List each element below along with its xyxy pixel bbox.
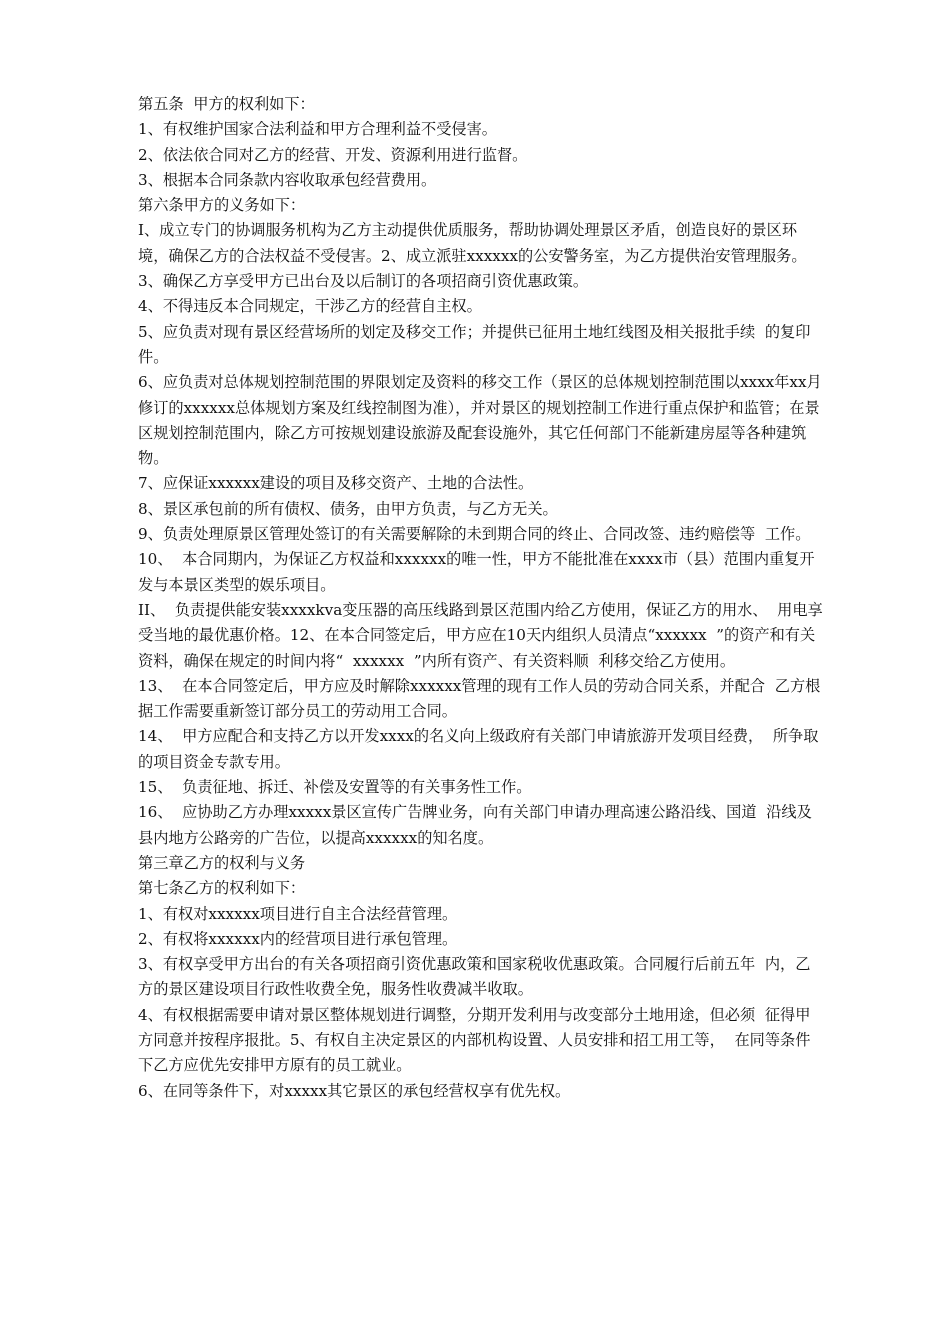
paragraph: 6、应负责对总体规划控制范围的界限划定及资料的移交工作（景区的总体规划控制范围以xxxx年xx月修订的xxxxxx总体规划方案及红线控制图为准），并对景区的规划控制工作进行重点保护和监管；在景区规划控制范围内，除乙方可按规划建设旅游及配套设施外，其它任何部门不能新建房屋等各种建筑物。 (138, 373, 822, 468)
article-5-heading: 第五条 甲方的权利如下： (138, 95, 315, 113)
paragraph: 3、确保乙方享受甲方已出台及以后制订的各项招商引资优惠政策。 (138, 272, 589, 291)
paragraph: II、 负责提供能安装xxxxkva变压器的高压线路到景区范围内给乙方使用，保证乙方的用水、 用电享受当地的最优惠价格。12、在本合同签定后，甲方应在10天内组织人员清点“xxxxxx ”的资产和有关资料，确保在规定的时间内将“ xxxxxx ”内所有资产、有关资料顺 利移交给乙方使用。 (138, 600, 823, 670)
article-7-heading: 第七条乙方的权利如下： (138, 879, 306, 898)
paragraph: 15、 负责征地、拆迁、补偿及安置等的有关事务性工作。 (138, 778, 532, 797)
paragraph: 1、有权对xxxxxx项目进行自主合法经营管理。 (138, 904, 458, 923)
paragraph: 5、应负责对现有景区经营场所的划定及移交工作；并提供已征用土地红线图及相关报批手续 的复印件。 (138, 322, 811, 366)
paragraph: 13、 在本合同签定后，甲方应及时解除xxxxxx管理的现有工作人员的劳动合同关系，并配合 乙方根据工作需要重新签订部分员工的劳动用工合同。 (138, 676, 821, 721)
paragraph: 4、不得违反本合同规定，干涉乙方的经营自主权。 (138, 297, 482, 316)
paragraph: 2、有权将xxxxxx内的经营项目进行承包管理。 (138, 929, 458, 948)
paragraph: 7、应保证xxxxxx建设的项目及移交资产、土地的合法性。 (138, 474, 534, 493)
paragraph: 9、负责处理原景区管理处签订的有关需要解除的未到期合同的终止、合同改签、违约赔偿等 工作。 (138, 525, 811, 544)
paragraph: 3、根据本合同条款内容收取承包经营费用。 (138, 170, 437, 189)
paragraph: 1、有权维护国家合法利益和甲方合理利益不受侵害。 (138, 120, 497, 139)
document-body (138, 92, 824, 1104)
chapter-3-heading: 第三章乙方的权利与义务 (138, 853, 306, 872)
paragraph: 2、依法依合同对乙方的经营、开发、资源利用进行监督。 (138, 145, 528, 164)
paragraph: 4、有权根据需要申请对景区整体规划进行调整，分期开发利用与改变部分土地用途，但必须 征得甲方同意并按程序报批。5、有权自主决定景区的内部机构设置、人员安排和招工用工等， 在同等条件下乙方应优先安排甲方原有的员工就业。 (138, 1005, 811, 1075)
paragraph: 14、 甲方应配合和支持乙方以开发xxxx的名义向上级政府有关部门申请旅游开发项目经费， 所争取的项目资金专款专用。 (138, 727, 819, 771)
paragraph: 8、景区承包前的所有债权、债务，由甲方负责，与乙方无关。 (138, 499, 558, 518)
paragraph: 16、 应协助乙方办理xxxxx景区宣传广告牌业务，向有关部门申请办理高速公路沿线、国道 沿线及县内地方公路旁的广告位，以提高xxxxxx的知名度。 (138, 803, 812, 847)
paragraph: I、成立专门的协调服务机构为乙方主动提供优质服务，帮助协调处理景区矛盾，创造良好的景区环境，确保乙方的合法权益不受侵害。2、成立派驻xxxxxx的公安警务室，为乙方提供治安管理服务。 (138, 221, 807, 265)
article-6-heading: 第六条甲方的义务如下： (138, 196, 306, 215)
paragraph: 10、 本合同期内，为保证乙方权益和xxxxxx的唯一性，甲方不能批准在xxxx市（县）范围内重复开发与本景区类型的娱乐项目。 (138, 550, 815, 594)
paragraph: 6、在同等条件下，对xxxxx其它景区的承包经营权享有优先权。 (138, 1081, 571, 1100)
paragraph: 3、有权享受甲方出台的有关各项招商引资优惠政策和国家税收优惠政策。合同履行后前五年 内，乙方的景区建设项目行政性收费全免，服务性收费减半收取。 (138, 955, 811, 999)
